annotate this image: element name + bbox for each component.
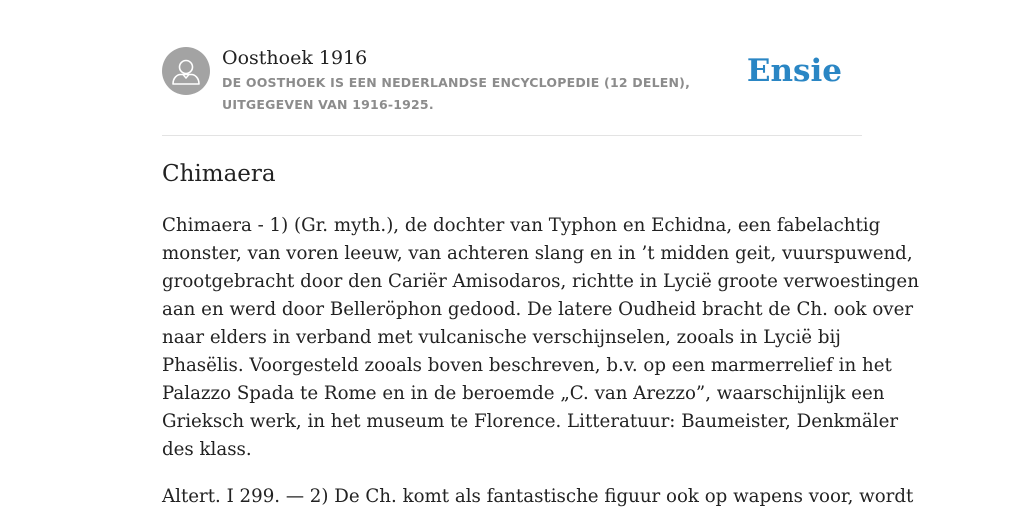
article-body xyxy=(162,212,919,512)
article-line: naar elders in verband met vulcanische verschijnselen, zooals in Lycië bij xyxy=(162,327,841,348)
header-divider xyxy=(162,135,862,136)
source-avatar[interactable] xyxy=(162,47,210,95)
article-line: Grieksch werk, in het museum te Florence. Litteratuur: Baumeister, Denkmäler xyxy=(162,411,899,432)
article-line: des klass. xyxy=(162,439,252,460)
article-paragraph-1 xyxy=(162,212,919,464)
article-paragraph-2 xyxy=(162,483,914,511)
article-line: Altert. I 299. — 2) De Ch. komt als fantastische figuur ook op wapens voor, wordt xyxy=(162,486,914,507)
source-title[interactable]: Oosthoek 1916 xyxy=(222,47,368,69)
user-icon xyxy=(162,47,210,95)
article-title: Chimaera xyxy=(162,161,276,187)
article-line: Chimaera - 1) (Gr. myth.), de dochter van Typhon en Echidna, een fabelachtig xyxy=(162,215,881,236)
article-line: aan en werd door Belleröphon gedood. De latere Oudheid bracht de Ch. ook over xyxy=(162,299,914,320)
ensie-logo-link[interactable]: Ensie xyxy=(746,53,842,89)
source-description: DE OOSTHOEK IS EEN NEDERLANDSE ENCYCLOPEDIE (12 DELEN), UITGEGEVEN VAN 1916-1925. xyxy=(222,75,691,112)
article-line: grootgebracht door den Cariër Amisodaros, richtte in Lycië groote verwoestingen xyxy=(162,271,919,292)
article-line: Palazzo Spada te Rome en in de beroemde „C. van Arezzo”, waarschijnlijk een xyxy=(162,383,885,404)
source-header xyxy=(162,46,862,136)
article-line: monster, van voren leeuw, van achteren slang en in ’t midden geit, vuurspuwend, xyxy=(162,243,913,264)
article-line: Phasëlis. Voorgesteld zooals boven beschreven, b.v. op een marmerrelief in het xyxy=(162,355,892,376)
